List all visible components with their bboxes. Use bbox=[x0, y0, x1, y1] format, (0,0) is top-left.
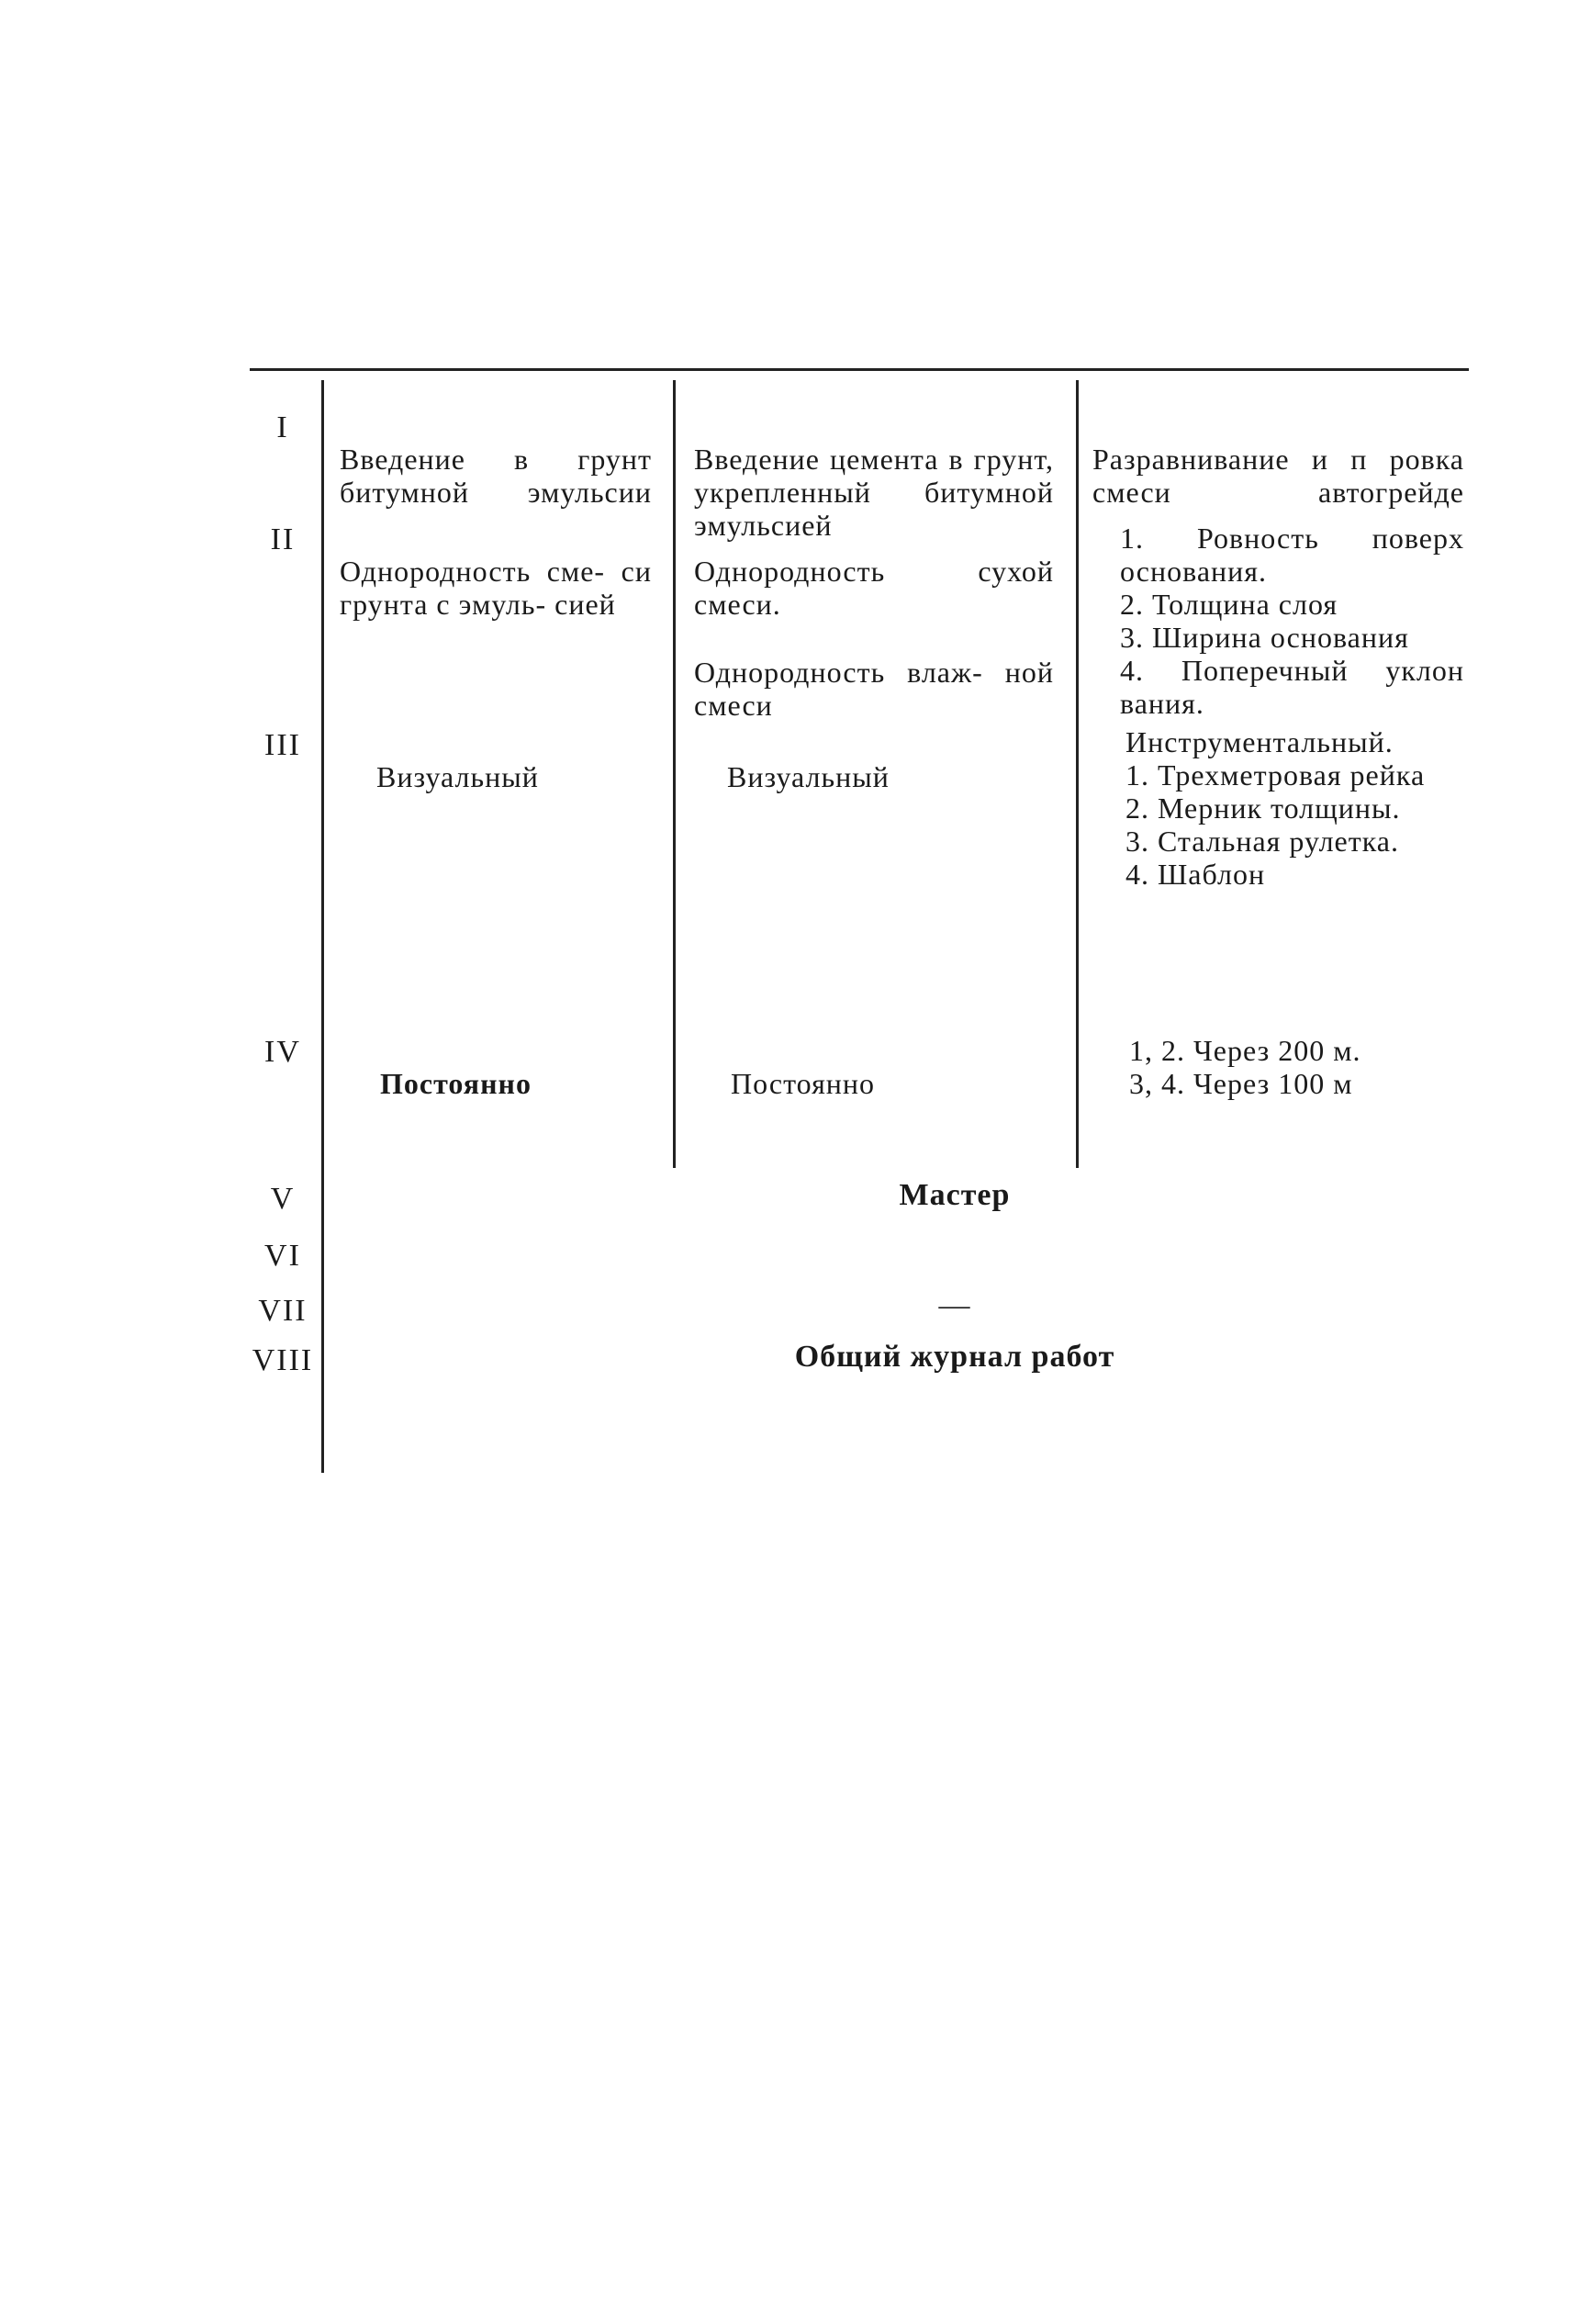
cell-row2-col2 bbox=[694, 522, 1054, 722]
cell-row3-col3-clip bbox=[1092, 720, 1469, 894]
cell-text: Постоянно bbox=[731, 1067, 876, 1100]
row-label-VI: VI bbox=[264, 1239, 301, 1273]
row-label-III: III bbox=[264, 728, 301, 762]
list-item: 3. Стальная рулетка. bbox=[1125, 825, 1399, 858]
cell-text: Введение цемента в грунт, укрепленный битумной эмульсией bbox=[694, 443, 1054, 542]
table-top-rule bbox=[250, 368, 1469, 371]
cell-row4-col1 bbox=[380, 1034, 655, 1100]
column-rule-1 bbox=[673, 380, 676, 1168]
cell-row2-col3 bbox=[1092, 522, 1464, 720]
row-label-IV: IV bbox=[264, 1035, 301, 1069]
row-label-I: I bbox=[276, 410, 289, 444]
column-rule-labels bbox=[321, 380, 324, 1473]
list-item: 3. Ширина основания bbox=[1120, 621, 1409, 654]
merged-row-V: Мастер bbox=[899, 1178, 1011, 1212]
merged-row-VIII: Общий журнал работ bbox=[794, 1340, 1115, 1374]
row-label-VII: VII bbox=[258, 1294, 308, 1328]
list-item: 4. Шаблон bbox=[1125, 858, 1266, 891]
cell-row4-col3 bbox=[1129, 1034, 1469, 1100]
cell-row1-col3-clip bbox=[1092, 404, 1469, 509]
cell-row3-col3 bbox=[1125, 725, 1465, 891]
cell-text-b: Однородность влаж- ной смеси bbox=[694, 656, 1054, 722]
cell-row3-col2 bbox=[727, 727, 1058, 793]
list-item: 3, 4. Через 100 м bbox=[1129, 1067, 1353, 1100]
cell-text: Визуальный bbox=[727, 760, 890, 793]
row-label-V: V bbox=[270, 1182, 296, 1216]
list-item: 1. Трехметровая рейка bbox=[1125, 758, 1426, 792]
cell-text-a: Однородность сухой смеси. bbox=[694, 555, 1054, 621]
column-rule-2 bbox=[1076, 380, 1079, 1168]
cell-row1-col3 bbox=[1092, 410, 1464, 509]
row-label-II: II bbox=[270, 522, 296, 556]
cell-row2-col3-clip bbox=[1092, 516, 1469, 718]
cell-text: Визуальный bbox=[376, 760, 539, 793]
cell-row3-col1 bbox=[376, 727, 652, 793]
merged-row-VII: — bbox=[938, 1288, 971, 1322]
cell-row4-col2 bbox=[731, 1034, 1061, 1100]
cell-row1-col1 bbox=[340, 410, 652, 509]
cell-text: Постоянно bbox=[380, 1067, 532, 1100]
cell-text: Введение в грунт битумной эмульсии bbox=[340, 443, 652, 509]
list-item: 2. Толщина слоя bbox=[1120, 588, 1338, 621]
list-item: 1. Ровность поверх основания. bbox=[1120, 522, 1464, 588]
cell-text: Разравнивание и п ровка смеси автогрейде bbox=[1092, 443, 1464, 509]
cell-row2-col1 bbox=[340, 522, 652, 621]
cell-text: Однородность сме- си грунта с эмуль- сией bbox=[340, 555, 652, 621]
list-item: 4. Поперечный уклон вания. bbox=[1120, 654, 1464, 720]
cell-heading: Инструментальный. bbox=[1125, 725, 1394, 758]
list-item: 2. Мерник толщины. bbox=[1125, 792, 1401, 825]
list-item: 1, 2. Через 200 м. bbox=[1129, 1034, 1361, 1067]
row-label-VIII: VIII bbox=[252, 1343, 314, 1377]
